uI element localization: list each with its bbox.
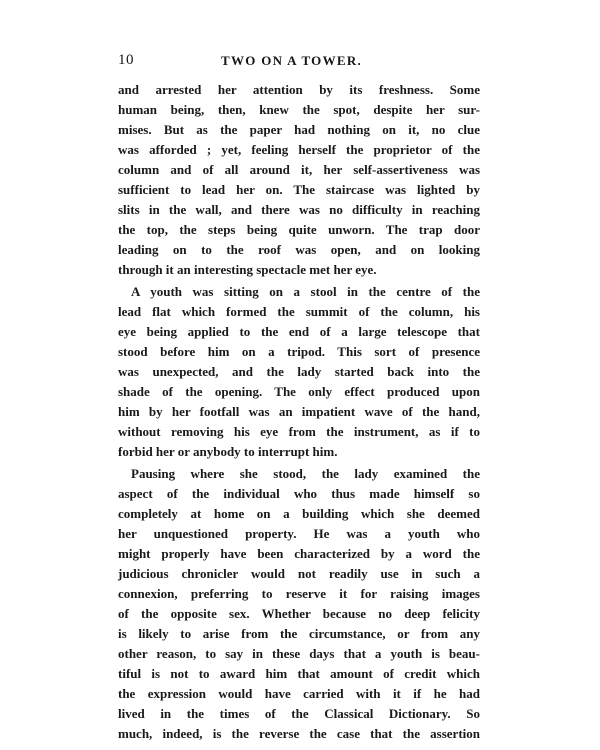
text-line: and arrested her attention by its freshness. Some <box>118 82 480 97</box>
text-line: tiful is not to award him that amount of credit which <box>118 666 480 681</box>
text-line: might properly have been characterized by a word the <box>118 546 480 561</box>
text-line: human being, then, knew the spot, despite her sur- <box>118 102 480 117</box>
text-line: lived in the times of the Classical Dictionary. So <box>118 706 480 721</box>
paragraph-1 <box>118 80 480 280</box>
text-line: through it an interesting spectacle met her eye. <box>118 262 377 277</box>
text-line: stood before him on a tripod. This sort of presence <box>118 344 480 359</box>
text-line: of the opposite sex. Whether because no deep felicity <box>118 606 480 621</box>
text-line: judicious chronicler would not readily use in such a <box>118 566 480 581</box>
text-line: other reason, to say in these days that a youth is beau- <box>118 646 480 661</box>
text-line: lead flat which formed the summit of the column, his <box>118 304 480 319</box>
text-line: the top, the steps being quite unworn. The trap door <box>118 222 480 237</box>
body-text <box>118 80 480 746</box>
text-line: is likely to arise from the circumstance, or from any <box>118 626 480 641</box>
paragraph-3 <box>118 464 480 744</box>
text-line: aspect of the individual who thus made himself so <box>118 486 480 501</box>
text-line: him by her footfall was an impatient wave of the hand, <box>118 404 480 419</box>
page-number: 10 <box>118 52 134 68</box>
text-line: sufficient to lead her on. The staircase was lighted by <box>118 182 480 197</box>
text-line: the expression would have carried with it if he had <box>118 686 480 701</box>
text-line: forbid her or anybody to interrupt him. <box>118 444 338 459</box>
text-line: column and of all around it, her self-assertiveness was <box>118 162 480 177</box>
text-line: eye being applied to the end of a large telescope that <box>118 324 480 339</box>
text-line: mises. But as the paper had nothing on it, no clue <box>118 122 480 137</box>
text-line: A youth was sitting on a stool in the centre of the <box>131 284 480 299</box>
text-line: without removing his eye from the instrument, as if to <box>118 424 480 439</box>
text-line: connexion, preferring to reserve it for raising images <box>118 586 480 601</box>
running-head <box>118 52 480 72</box>
text-line: shade of the opening. The only effect produced upon <box>118 384 480 399</box>
running-title: TWO ON A TOWER. <box>221 53 363 68</box>
text-line: Pausing where she stood, the lady examined the <box>131 466 480 481</box>
text-line: was afforded ; yet, feeling herself the proprietor of the <box>118 142 480 157</box>
text-line: leading on to the roof was open, and on looking <box>118 242 480 257</box>
text-line: much, indeed, is the reverse the case that the assertion <box>118 726 480 741</box>
text-line: slits in the wall, and there was no difficulty in reaching <box>118 202 480 217</box>
text-line: completely at home on a building which she deemed <box>118 506 480 521</box>
paragraph-2 <box>118 282 480 462</box>
text-line: was unexpected, and the lady started back into the <box>118 364 480 379</box>
text-line: her unquestioned property. He was a youth who <box>118 526 480 541</box>
